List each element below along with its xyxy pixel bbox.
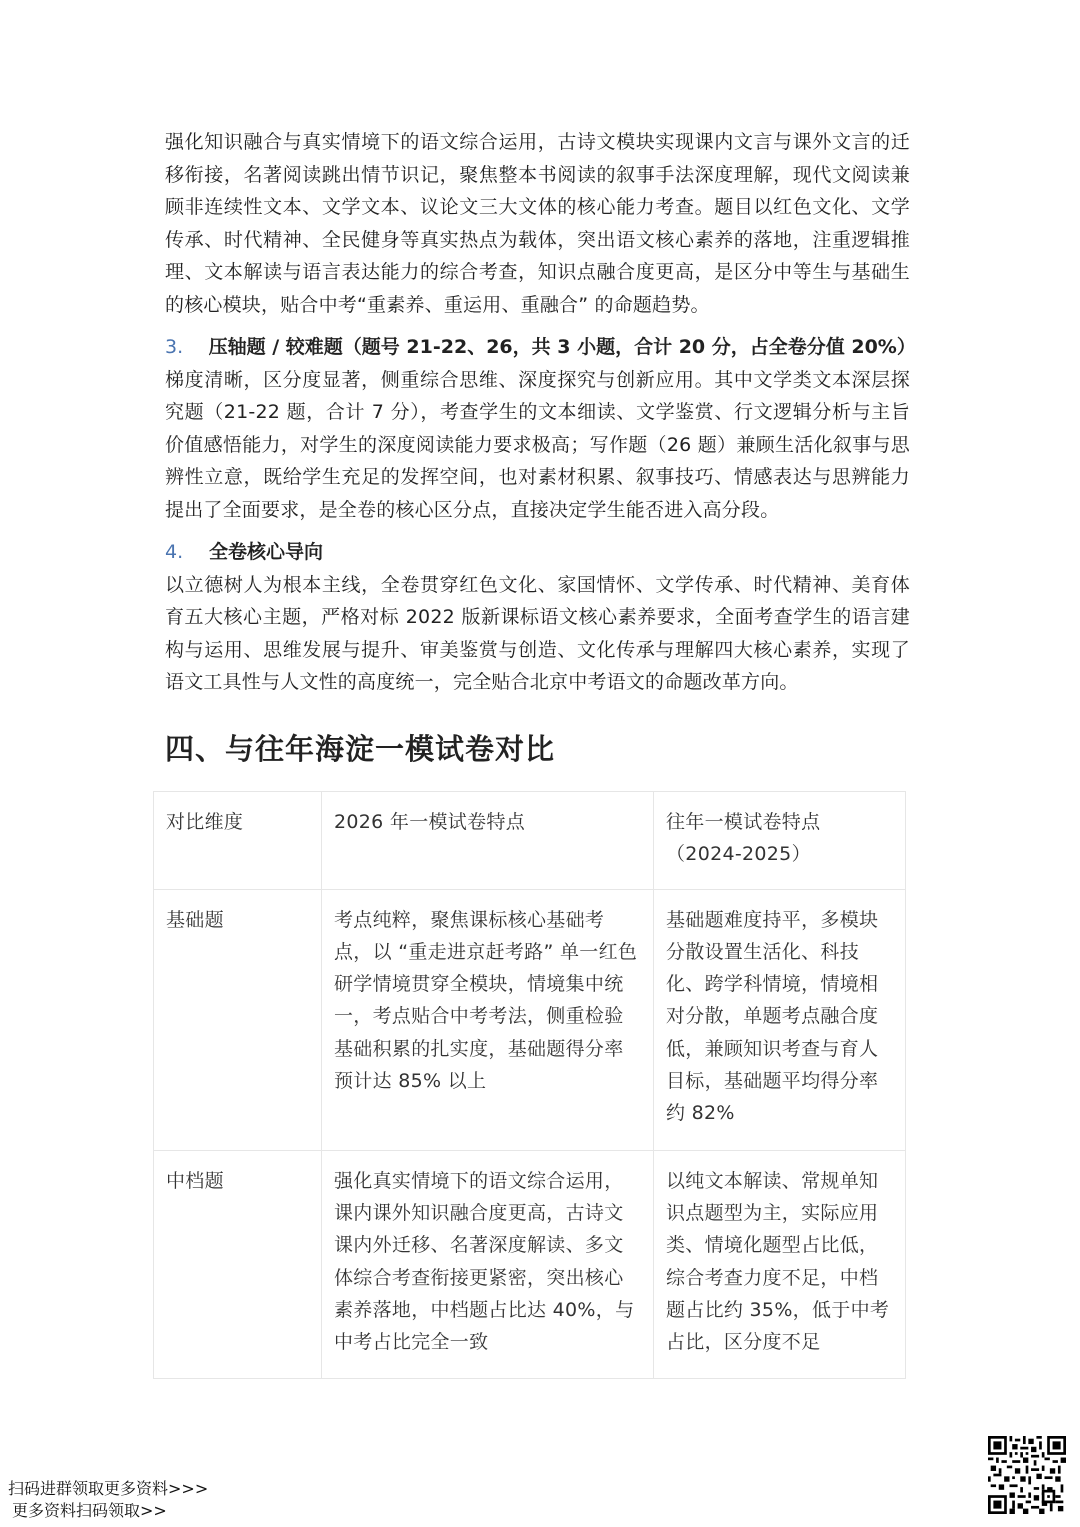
item-3-title: 压轴题 / 较难题（题号 21-22、26，共 3 小题，合计 20 分，占全卷分值 20%） [208, 336, 916, 358]
table-row [154, 1150, 906, 1379]
item-4-title: 全卷核心导向 [209, 541, 324, 563]
header-past: 往年一模试卷特点（2024-2025） [654, 792, 906, 890]
item-4-heading [165, 536, 910, 569]
row-past: 基础题难度持平，多模块分散设置生活化、科技化、跨学科情境，情境相对分散，单题考点融合度低，兼顾知识考查与育人目标，基础题平均得分率约 82% [654, 889, 906, 1150]
qr-code-icon[interactable] [988, 1436, 1066, 1514]
intro-paragraph: 强化知识融合与真实情境下的语文综合运用，古诗文模块实现课内文言与课外文言的迁移衔接，名著阅读跳出情节识记，聚焦整本书阅读的叙事手法深度理解，现代文阅读兼顾非连续性文本、文学文本、议论文三大文体的核心能力考查。题目以红色文化、文学传承、时代精神、全民健身等真实热点为载体，突出语文核心素养的落地，注重逻辑推理、文本解读与语言表达能力的综合考查，知识点融合度更高，是区分中等生与基础生的核心模块，贴合中考“重素养、重运用、重融合” 的命题趋势。 [165, 131, 910, 316]
item-3-number: 3. [165, 336, 184, 358]
section-title: 四、与往年海淀一模试卷对比 [165, 731, 556, 766]
comparison-table [153, 791, 906, 1379]
item-3-heading [165, 331, 916, 364]
item-4-number: 4. [165, 541, 184, 563]
row-current: 强化真实情境下的语文综合运用，课内课外知识融合度更高，古诗文课内外迁移、名著深度解读、多文体综合考查衔接更紧密，突出核心素养落地，中档题占比达 40%，与中考占比完全一致 [322, 1150, 654, 1379]
item-4-body: 以立德树人为根本主线，全卷贯穿红色文化、家国情怀、文学传承、时代精神、美育体育五大核心主题，严格对标 2022 版新课标语文核心素养要求，全面考查学生的语言建构与运用、思维发展与提升、审美鉴赏与创造、文化传承与理解四大核心素养，实现了语文工具性与人文性的高度统一，完全贴合北京中考语文的命题改革方向。 [165, 573, 910, 693]
table-row [154, 889, 906, 1150]
footer-line-1[interactable]: 扫码进群领取更多资料>>> [8, 1479, 209, 1498]
row-dimension: 中档题 [154, 1150, 322, 1379]
header-dimension: 对比维度 [154, 792, 322, 890]
item-3-body: 梯度清晰，区分度显著，侧重综合思维、深度探究与创新应用。其中文学类文本深层探究题（21-22 题，合计 7 分），考查学生的文本细读、文学鉴赏、行文逻辑分析与主旨价值感悟能力，对学生的深度阅读能力要求极高；写作题（26 题）兼顾生活化叙事与思辨性立意，既给学生充足的发挥空间，也对素材积累、叙事技巧、情感表达与思辨能力提出了全面要求，是全卷的核心区分点，直接决定学生能否进入高分段。 [165, 368, 910, 521]
row-current: 考点纯粹，聚焦课标核心基础考点，以 “重走进京赶考路” 单一红色研学情境贯穿全模块，情境集中统一，考点贴合中考考法，侧重检验基础积累的扎实度，基础题得分率预计达 85% 以上 [322, 889, 654, 1150]
row-dimension: 基础题 [154, 889, 322, 1150]
article-content [165, 126, 916, 769]
header-current: 2026 年一模试卷特点 [322, 792, 654, 890]
table-header-row [154, 792, 906, 890]
footer-line-2[interactable]: 更多资料扫码领取>> [12, 1501, 167, 1520]
row-past: 以纯文本解读、常规单知识点题型为主，实际应用类、情境化题型占比低，综合考查力度不足，中档题占比约 35%，低于中考占比，区分度不足 [654, 1150, 906, 1379]
